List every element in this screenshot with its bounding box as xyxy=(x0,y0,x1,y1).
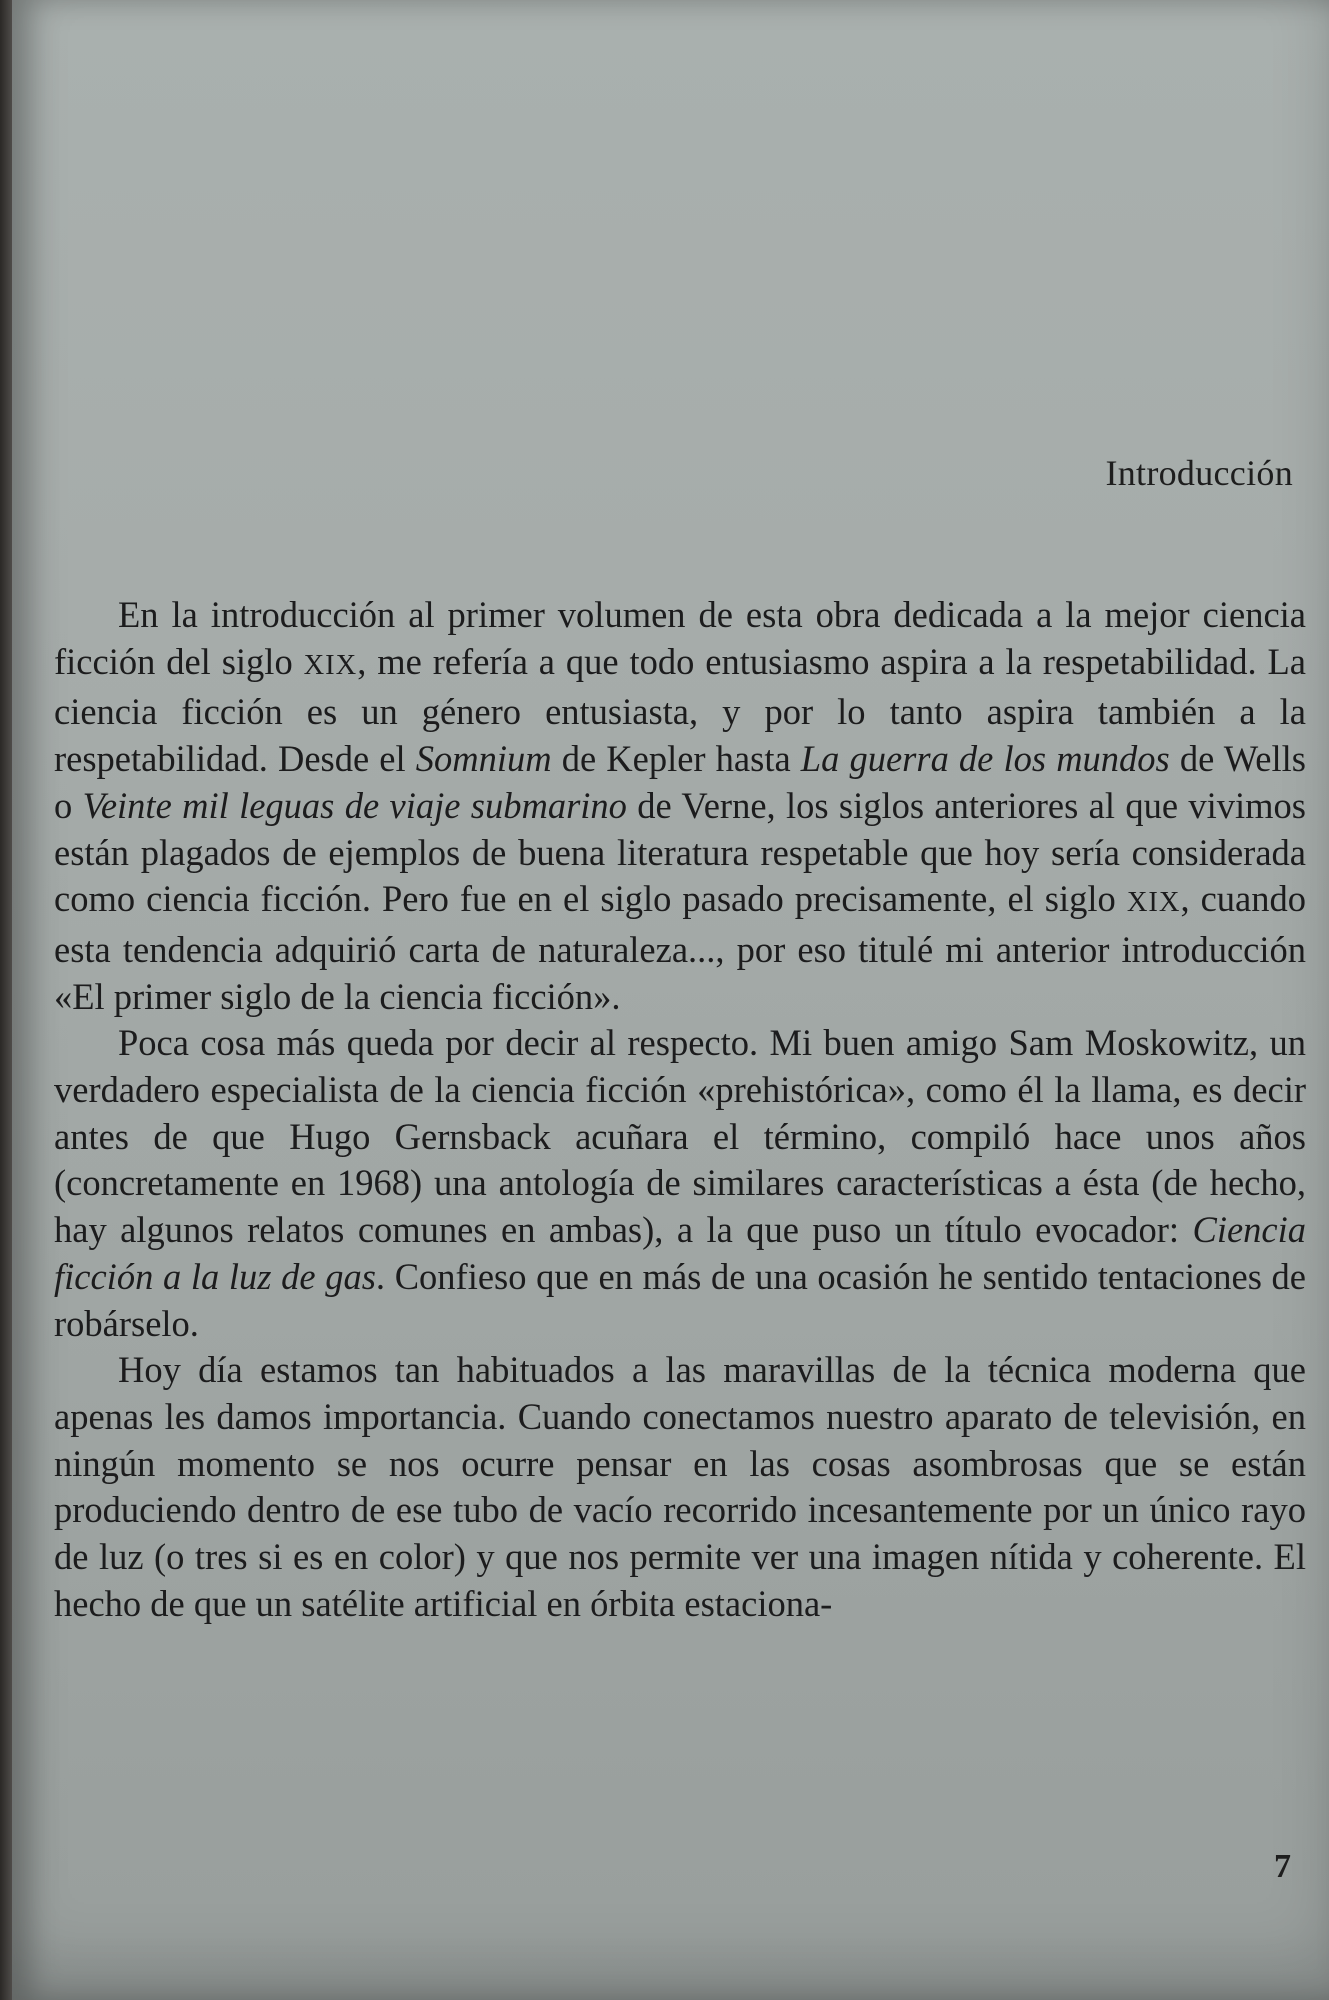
body-text xyxy=(54,592,1306,1627)
paragraph xyxy=(54,592,1306,1020)
paragraph xyxy=(54,1020,1306,1347)
roman-numeral: XIX xyxy=(1126,887,1181,919)
paragraph xyxy=(54,1347,1306,1627)
text-run: de Verne, los siglos anteriores al que vivimos están plagados de ejemplos de buena literatura respetable que hoy sería considerada como ciencia ficción. Pero fue en el siglo pasado precisamente, el siglo xyxy=(54,784,1307,920)
text-run: Poca cosa más queda por decir al respecto. Mi buen amigo Sam Moskowitz, un verdadero especialista de la ciencia ficción «prehistórica», como él la llama, es decir antes de que Hugo Gernsback acuñara el término, compiló hace unos años (concretamente en 1968) una antología de similares características a ésta (de hecho, hay algunos relatos comunes en ambas), a la que puso un título evocador: xyxy=(54,1022,1306,1251)
italic-title: Somnium xyxy=(415,738,552,780)
text-run: , me refería a que todo entusiasmo aspira a la respetabilidad. La ciencia ficción es un género entusiasta, y por lo tanto aspira también a la respetabilidad. Desde el xyxy=(54,640,1306,780)
italic-title: Veinte mil leguas de viaje submarino xyxy=(82,784,627,826)
italic-title: Ciencia ficción a la luz de gas xyxy=(54,1209,1306,1297)
text-run: . Confieso que en más de una ocasión he sentido tentaciones de robárselo. xyxy=(54,1255,1306,1344)
chapter-title: Introducción xyxy=(1105,453,1293,493)
text-run: de Wells o xyxy=(54,738,1306,826)
italic-title: La guerra de los mundos xyxy=(800,738,1170,780)
text-run: , cuando esta tendencia adquirió carta de naturaleza..., por eso titulé mi anterior introducción «El primer siglo de la ciencia ficción». xyxy=(54,878,1306,1017)
book-page xyxy=(12,0,1329,2000)
roman-numeral: XIX xyxy=(303,649,358,681)
text-run: En la introducción al primer volumen de esta obra dedicada a la mejor ciencia ficción del siglo xyxy=(54,594,1306,682)
page-number: 7 xyxy=(1274,1848,1291,1885)
text-run: de Kepler hasta xyxy=(551,738,801,780)
text-run: Hoy día estamos tan habituados a las maravillas de la técnica moderna que apenas les damos importancia. Cuando conectamos nuestro aparato de televisión, en ningún momento se nos ocurre pensar en las cosas asombrosas que se están produciendo dentro de ese tubo de vacío recorrido incesantemente por un único rayo de luz (o tres si es en color) y que nos permite ver una imagen nítida y coherente. El hecho de que un satélite artificial en órbita estaciona- xyxy=(54,1349,1306,1624)
